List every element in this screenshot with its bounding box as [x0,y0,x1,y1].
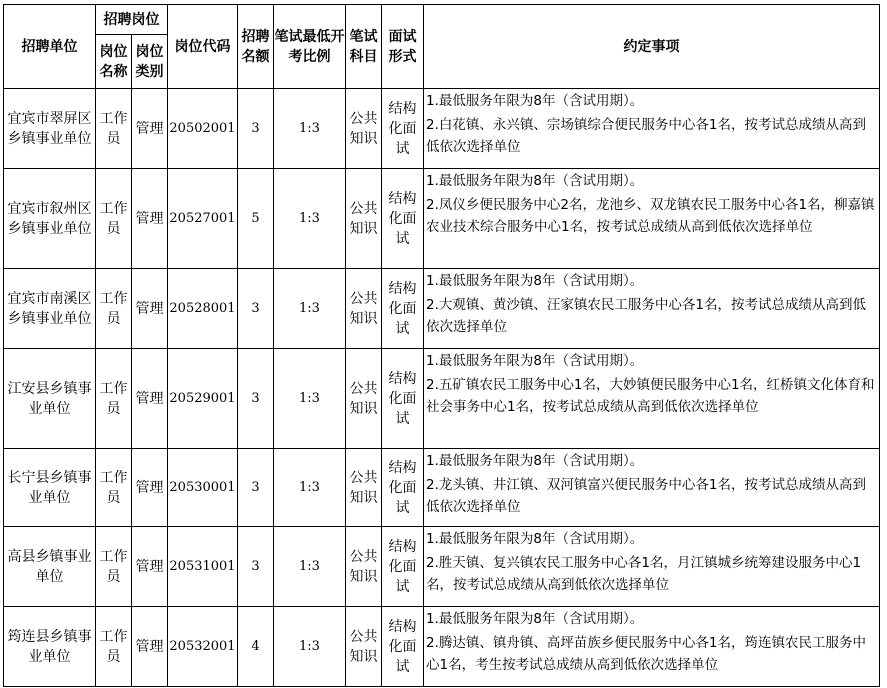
interview-cell: 结构化面试 [382,169,424,269]
table-row [4,349,880,449]
note-item: 2.大观镇、黄沙镇、汪家镇农民工服务中心各1名，按考试总成绩从高到低依次选择单位 [426,297,866,335]
note-item: 1.最低服务年限为8年（含试用期）。 [426,93,644,109]
note-item: 1.最低服务年限为8年（含试用期）。 [426,353,644,369]
notes-cell [424,527,880,607]
subject-cell: 公共知识 [346,349,382,449]
unit-cell: 长宁县乡镇事业单位 [4,449,96,527]
post-type-cell: 管理 [132,169,168,269]
interview-cell: 结构化面试 [382,269,424,349]
table-row [4,449,880,527]
post-name-cell: 工作员 [96,449,132,527]
post-code-cell: 20502001 [168,89,238,169]
note-item: 2.腾达镇、镇舟镇、高坪苗族乡便民服务中心各1名，筠连镇农民工服务中心1名，考生按考试总成绩从高到低依次选择单位 [426,635,866,673]
post-name-cell: 工作员 [96,169,132,269]
note-item: 2.五矿镇农民工服务中心1名，大妙镇便民服务中心1名，红桥镇文化体育和社会事务中心1名，按考试总成绩从高到低依次选择单位 [426,377,875,415]
note-item: 2.龙头镇、井江镇、双河镇富兴便民服务中心各1名，按考试总成绩从高到低依次选择单位 [426,477,866,515]
post-code-cell: 20527001 [168,169,238,269]
post-type-cell: 管理 [132,527,168,607]
note-item: 2.白花镇、永兴镇、宗场镇综合便民服务中心各1名，按考试总成绩从高到低依次选择单位 [426,117,866,155]
post-code-cell: 20532001 [168,607,238,687]
header-post-type: 岗位类别 [132,35,168,89]
quota-cell: 3 [238,449,274,527]
notes-cell [424,269,880,349]
post-code-cell: 20530001 [168,449,238,527]
table-row [4,527,880,607]
header-interview: 面试形式 [382,5,424,89]
quota-cell: 3 [238,349,274,449]
interview-cell: 结构化面试 [382,607,424,687]
unit-cell: 宜宾市翠屏区乡镇事业单位 [4,89,96,169]
quota-cell: 3 [238,527,274,607]
interview-cell: 结构化面试 [382,527,424,607]
subject-cell: 公共知识 [346,269,382,349]
notes-cell [424,89,880,169]
post-name-cell: 工作员 [96,349,132,449]
interview-cell: 结构化面试 [382,449,424,527]
header-post-group: 招聘岗位 [96,5,168,35]
quota-cell: 4 [238,607,274,687]
table-row [4,607,880,687]
subject-cell: 公共知识 [346,449,382,527]
table-row [4,89,880,169]
subject-cell: 公共知识 [346,169,382,269]
unit-cell: 宜宾市叙州区乡镇事业单位 [4,169,96,269]
notes-cell [424,607,880,687]
ratio-cell: 1:3 [274,527,346,607]
note-item: 2.胜天镇、复兴镇农民工服务中心各1名，月江镇城乡统筹建设服务中心1名，按考试总成绩从高到低依次选择单位 [426,555,862,593]
post-type-cell: 管理 [132,269,168,349]
subject-cell: 公共知识 [346,89,382,169]
note-item: 1.最低服务年限为8年（含试用期）。 [426,273,644,289]
header-row-top [4,5,880,35]
ratio-cell: 1:3 [274,349,346,449]
subject-cell: 公共知识 [346,527,382,607]
unit-cell: 高县乡镇事业单位 [4,527,96,607]
post-name-cell: 工作员 [96,607,132,687]
quota-cell: 3 [238,89,274,169]
note-item: 1.最低服务年限为8年（含试用期）。 [426,453,644,469]
interview-cell: 结构化面试 [382,89,424,169]
ratio-cell: 1:3 [274,449,346,527]
unit-cell: 筠连县乡镇事业单位 [4,607,96,687]
subject-cell: 公共知识 [346,607,382,687]
note-item: 1.最低服务年限为8年（含试用期）。 [426,611,644,627]
ratio-cell: 1:3 [274,607,346,687]
ratio-cell: 1:3 [274,269,346,349]
notes-cell [424,449,880,527]
post-code-cell: 20528001 [168,269,238,349]
post-name-cell: 工作员 [96,269,132,349]
post-type-cell: 管理 [132,449,168,527]
post-type-cell: 管理 [132,607,168,687]
post-type-cell: 管理 [132,349,168,449]
notes-cell [424,169,880,269]
post-type-cell: 管理 [132,89,168,169]
header-unit: 招聘单位 [4,5,96,89]
notes-cell [424,349,880,449]
post-name-cell: 工作员 [96,89,132,169]
header-ratio: 笔试最低开考比例 [274,5,346,89]
quota-cell: 3 [238,269,274,349]
recruitment-table [3,4,880,687]
note-item: 1.最低服务年限为8年（含试用期）。 [426,531,644,547]
unit-cell: 宜宾市南溪区乡镇事业单位 [4,269,96,349]
table-row [4,169,880,269]
header-notes: 约定事项 [424,5,880,89]
table-row [4,269,880,349]
unit-cell: 江安县乡镇事业单位 [4,349,96,449]
quota-cell: 5 [238,169,274,269]
ratio-cell: 1:3 [274,89,346,169]
post-code-cell: 20529001 [168,349,238,449]
post-name-cell: 工作员 [96,527,132,607]
note-item: 1.最低服务年限为8年（含试用期）。 [426,173,644,189]
note-item: 2.凤仪乡便民服务中心2名，龙池乡、双龙镇农民工服务中心各1名，柳嘉镇农业技术综合服务中心1名，按考试总成绩从高到低依次选择单位 [426,197,875,235]
interview-cell: 结构化面试 [382,349,424,449]
header-post-code: 岗位代码 [168,5,238,89]
header-post-name: 岗位名称 [96,35,132,89]
header-quota: 招聘名额 [238,5,274,89]
header-subject: 笔试科目 [346,5,382,89]
post-code-cell: 20531001 [168,527,238,607]
ratio-cell: 1:3 [274,169,346,269]
